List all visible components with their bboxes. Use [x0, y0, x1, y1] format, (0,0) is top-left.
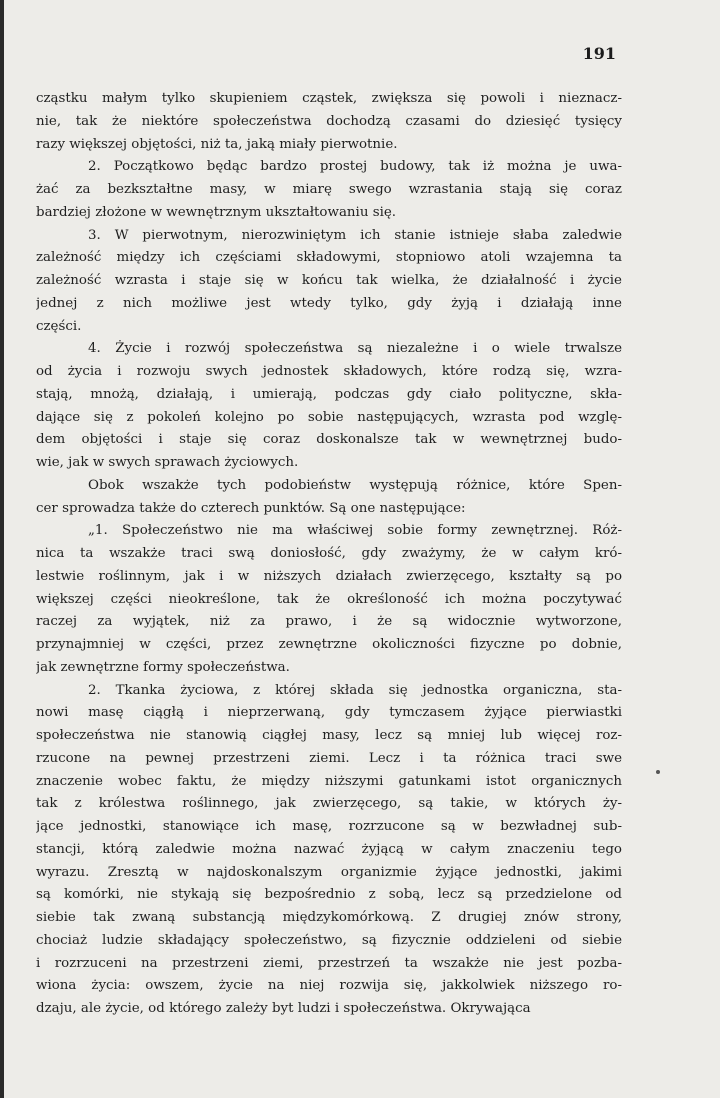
- text-line: większej części nieokreślone, tak że określoność ich można poczytywać: [36, 591, 622, 607]
- text-line: 4. Życie i rozwój społeczeństwa są niezależne i o wiele trwalsze: [88, 341, 622, 357]
- text-line: wiona życia: owszem, życie na niej rozwija się, jakkolwiek niższego ro-: [36, 978, 622, 994]
- body-text: [36, 88, 622, 1021]
- text-line: nowi masę ciągłą i nieprzerwaną, gdy tymczasem żyjące pierwiastki: [36, 705, 622, 721]
- paragraph: [36, 88, 622, 156]
- text-line: stancji, którą zaledwie można nazwać żyjącą w całym znaczeniu tego: [36, 841, 622, 857]
- text-line: wyrazu. Zresztą w najdoskonalszym organizmie żyjące jednostki, jakimi: [36, 864, 622, 880]
- text-line: jące jednostki, stanowiące ich masę, rozrzucone są w bezwładnej sub-: [36, 819, 622, 834]
- text-line: nie, tak że niektóre społeczeństwa dochodzą czasami do dziesięć tysięcy: [36, 113, 622, 129]
- paragraph: [36, 225, 622, 339]
- text-line: zależność wzrasta i staje się w końcu tak wielka, że działalność i życie: [36, 273, 622, 288]
- text-line: społeczeństwa nie stanowią ciągłej masy, lecz są mniej lub więcej roz-: [36, 728, 622, 743]
- text-line: razy większej objętości, niż ta, jaką miały pierwotnie.: [36, 136, 398, 152]
- text-line: tak z królestwa roślinnego, jak zwierzęcego, są takie, w których ży-: [36, 796, 622, 812]
- text-line: nica ta wszakże traci swą doniosłość, gdy zważymy, że w całym kró-: [36, 546, 622, 561]
- text-line: „1. Społeczeństwo nie ma właściwej sobie formy zewnętrznej. Róż-: [88, 523, 622, 539]
- text-line: stają, mnożą, działają, i umierają, podczas gdy ciało polityczne, skła-: [36, 386, 622, 402]
- paragraph: [36, 680, 622, 1021]
- text-line: od życia i rozwoju swych jednostek składowych, które rodzą się, wzra-: [36, 364, 622, 379]
- text-line: dem objętości i staje się coraz doskonalsze tak w wewnętrznej budo-: [36, 432, 622, 448]
- text-line: części.: [36, 318, 82, 334]
- text-line: lestwie roślinnym, jak i w niższych działach zwierzęcego, kształty są po: [36, 568, 622, 584]
- text-line: cer sprowadza także do czterech punktów. Są one następujące:: [36, 500, 466, 516]
- text-line: Obok wszakże tych podobieństw występują różnice, które Spen-: [88, 477, 622, 493]
- text-line: cząstku małym tylko skupieniem cząstek, zwiększa się powoli i nieznacz-: [36, 91, 622, 106]
- text-line: znaczenie wobec faktu, że między niższymi gatunkami istot organicznych: [36, 773, 622, 789]
- text-line: jak zewnętrzne formy społeczeństwa.: [36, 659, 290, 675]
- text-line: zależność między ich częściami składowymi, stopniowo atoli wzajemna ta: [36, 250, 622, 266]
- text-line: raczej za wyjątek, niż za prawo, i że są widocznie wytworzone,: [36, 614, 622, 630]
- text-line: 2. Tkanka życiowa, z której składa się jednostka organiczna, sta-: [88, 682, 622, 698]
- text-line: 3. W pierwotnym, nierozwiniętym ich stanie istnieje słaba zaledwie: [88, 227, 622, 243]
- paragraph: [36, 475, 622, 521]
- page-binding-edge: [0, 0, 4, 1098]
- page-number: 191: [582, 44, 616, 63]
- text-line: żać za bezkształtne masy, w miarę swego wzrastania stają się coraz: [36, 182, 622, 197]
- text-line: dające się z pokoleń kolejno po sobie następujących, wzrasta pod wzglę-: [36, 409, 622, 425]
- text-line: przynajmniej w części, przez zewnętrzne okoliczności fizyczne po dobnie,: [36, 637, 622, 652]
- text-line: siebie tak zwaną substancją międzykomórkową. Z drugiej znów strony,: [36, 910, 622, 925]
- paragraph: [36, 520, 622, 679]
- text-line: wie, jak w swych sprawach życiowych.: [36, 455, 299, 470]
- speck-mark: [656, 770, 660, 774]
- text-line: i rozrzuceni na przestrzeni ziemi, przestrzeń ta wszakże nie jest pozba-: [36, 955, 622, 971]
- text-line: chociaż ludzie składający społeczeństwo, są fizycznie oddzieleni od siebie: [36, 932, 622, 948]
- text-line: jednej z nich możliwe jest wtedy tylko, gdy żyją i działają inne: [36, 295, 622, 311]
- paragraph: [36, 338, 622, 475]
- text-line: są komórki, nie stykają się bezpośrednio z sobą, lecz są przedzielone od: [36, 887, 622, 903]
- text-line: rzucone na pewnej przestrzeni ziemi. Lecz i ta różnica traci swe: [36, 750, 622, 766]
- paragraph: [36, 156, 622, 224]
- text-line: bardziej złożone w wewnętrznym ukształtowaniu się.: [36, 204, 397, 220]
- text-line: 2. Początkowo będąc bardzo prostej budowy, tak iż można je uwa-: [88, 159, 622, 175]
- text-line: dzaju, ale życie, od którego zależy byt ludzi i społeczeństwa. Okrywająca: [36, 1001, 531, 1016]
